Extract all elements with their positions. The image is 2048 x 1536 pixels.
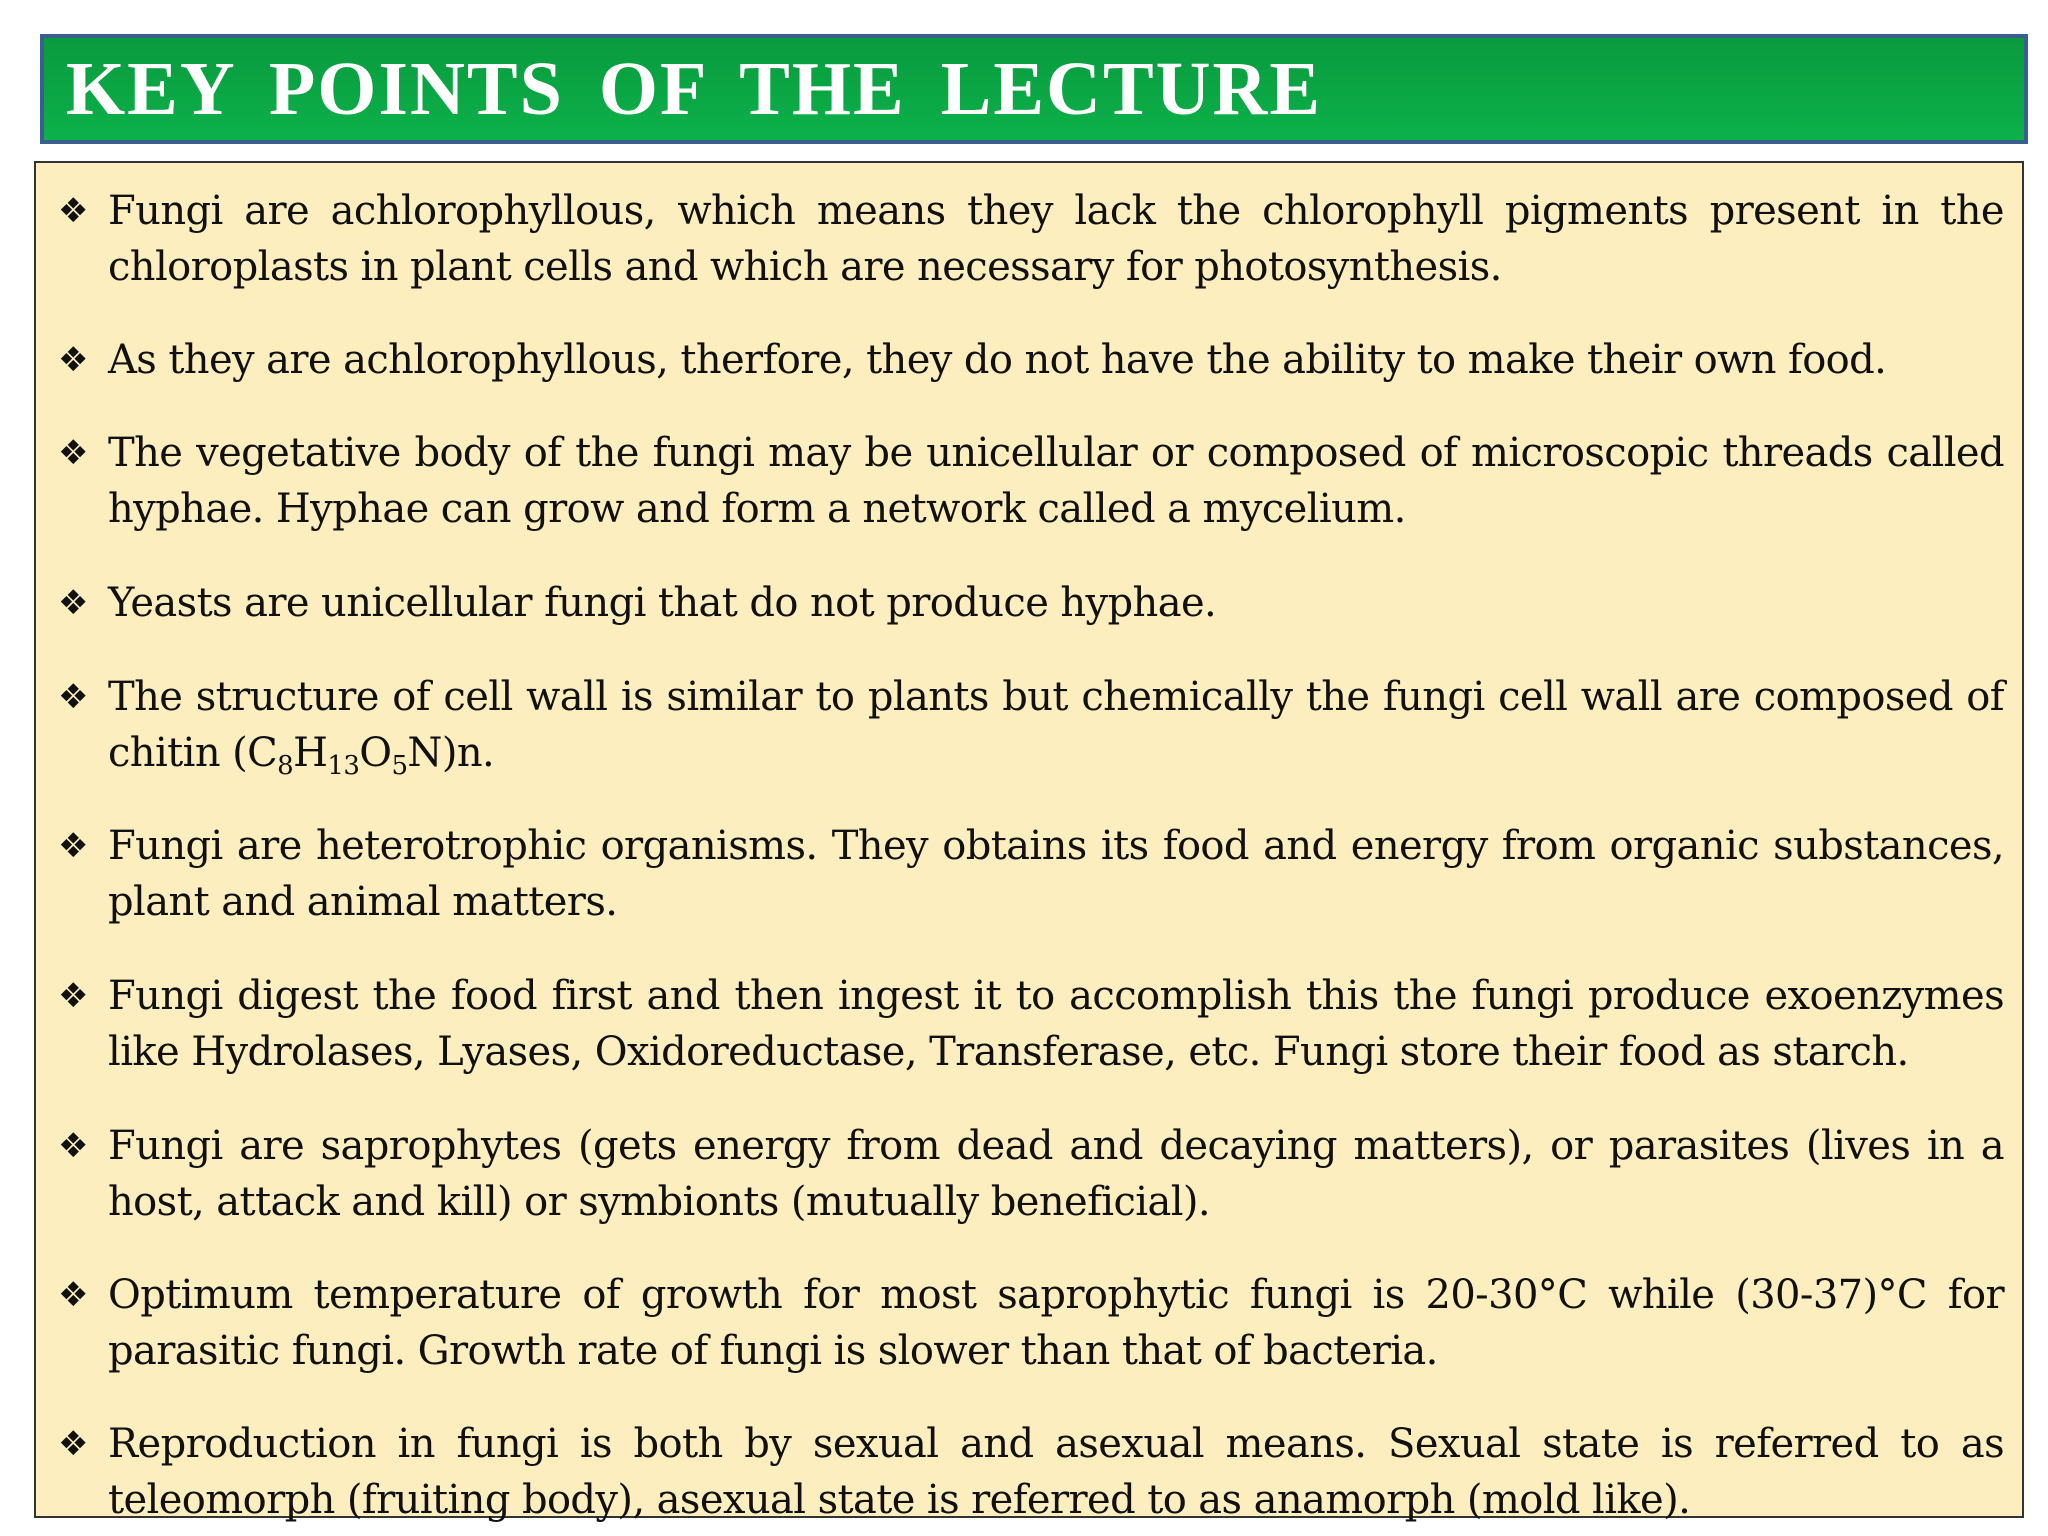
list-item: [54, 1416, 2004, 1528]
diamond-bullet-icon: ❖: [58, 191, 89, 231]
chitin-formula: chitin $(C_8H_{13}O_5N)n$.: [108, 730, 495, 781]
diamond-bullet-icon: ❖: [58, 677, 89, 717]
diamond-bullet-icon: ❖: [58, 976, 89, 1016]
page-title: KEY POINTS OF THE LECTURE: [66, 47, 1323, 131]
list-item: [54, 425, 2004, 537]
key-points-box: [34, 161, 2024, 1523]
list-item: [54, 332, 2004, 388]
point-text-main: The structure of cell wall is similar to plants but chemically the fungi cell wall are composed of: [108, 674, 2004, 720]
diamond-bullet-icon: ❖: [58, 1424, 89, 1464]
point-text: [108, 669, 2004, 781]
diamond-bullet-icon: ❖: [58, 1126, 89, 1166]
list-item: [54, 1118, 2004, 1230]
point-text: Fungi digest the food first and then ingest it to accomplish this the fungi produce exoenzymes like Hydrolases, Lyases, Oxidoreductase, Transferase, etc. Fungi store their food as starch.: [108, 973, 2004, 1075]
point-text: Optimum temperature of growth for most saprophytic fungi is 20-30°C while (30-37)°C for parasitic fungi. Growth rate of fungi is slower than that of bacteria.: [108, 1272, 2004, 1374]
point-text: The vegetative body of the fungi may be unicellular or composed of microscopic threads called hyphae. Hyphae can grow and form a network called a mycelium.: [108, 430, 2004, 532]
title-bar: [40, 34, 2028, 144]
diamond-bullet-icon: ❖: [58, 826, 89, 866]
diamond-bullet-icon: ❖: [58, 583, 89, 623]
point-text: Yeasts are unicellular fungi that do not produce hyphae.: [108, 580, 1217, 626]
point-text: Fungi are heterotrophic organisms. They obtains its food and energy from organic substances, plant and animal matters.: [108, 823, 2004, 925]
point-text: Fungi are saprophytes (gets energy from dead and decaying matters), or parasites (lives in a host, attack and kill) or symbionts (mutually beneficial).: [108, 1123, 2004, 1225]
list-item: [54, 575, 2004, 631]
point-text: Fungi are achlorophyllous, which means they lack the chlorophyll pigments present in the chloroplasts in plant cells and which are necessary for photosynthesis.: [108, 188, 2004, 290]
diamond-bullet-icon: ❖: [58, 433, 89, 473]
list-item: [54, 669, 2004, 781]
point-text: As they are achlorophyllous, therfore, they do not have the ability to make their own food.: [108, 337, 1887, 383]
list-item: [54, 183, 2004, 295]
list-item: [54, 818, 2004, 930]
list-item: [54, 968, 2004, 1080]
point-text: Reproduction in fungi is both by sexual and asexual means. Sexual state is referred to as teleomorph (fruiting body), asexual state is referred to as anamorph (mold like).: [108, 1421, 2004, 1523]
diamond-bullet-icon: ❖: [58, 340, 89, 380]
list-item: [54, 1267, 2004, 1379]
diamond-bullet-icon: ❖: [58, 1275, 89, 1315]
